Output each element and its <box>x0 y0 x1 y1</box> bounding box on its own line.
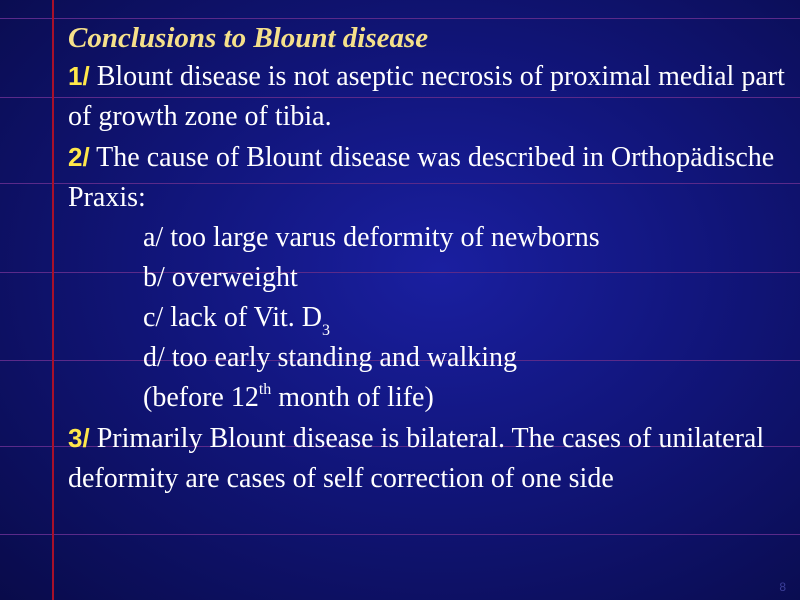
cause-c <box>68 298 788 338</box>
slide-title: Conclusions to Blount disease <box>68 22 429 54</box>
decorative-line <box>0 18 800 19</box>
point-1-text: Blount disease is not aseptic necrosis of proximal medial part of growth zone of tibia. <box>68 61 785 132</box>
cause-d-post: month of life) <box>271 382 434 413</box>
slide-content <box>68 20 788 499</box>
point-3-text: Primarily Blount disease is bilateral. The cases of unilateral deformity are cases of self correction of one side <box>68 423 765 494</box>
margin-line <box>52 0 54 600</box>
cause-d-pre: (before 12 <box>143 382 259 413</box>
decorative-line <box>0 534 800 535</box>
cause-d: d/ too early standing and walking <box>143 342 518 373</box>
point-2 <box>68 137 788 218</box>
page-number: 8 <box>779 580 786 594</box>
cause-d-continued <box>68 378 788 418</box>
cause-b: b/ overweight <box>143 262 298 293</box>
point-3 <box>68 418 788 499</box>
point-2-number: 2/ <box>68 142 90 172</box>
cause-c-subscript: 3 <box>321 321 330 339</box>
cause-a: a/ too large varus deformity of newborns <box>143 222 600 253</box>
point-2-text: The cause of Blount disease was described in Orthopädische Praxis: <box>68 142 775 213</box>
cause-d-superscript: th <box>258 380 272 398</box>
point-3-number: 3/ <box>68 423 90 453</box>
point-1 <box>68 56 788 137</box>
cause-c-text: c/ lack of Vit. D <box>143 302 322 333</box>
point-1-number: 1/ <box>68 61 90 91</box>
